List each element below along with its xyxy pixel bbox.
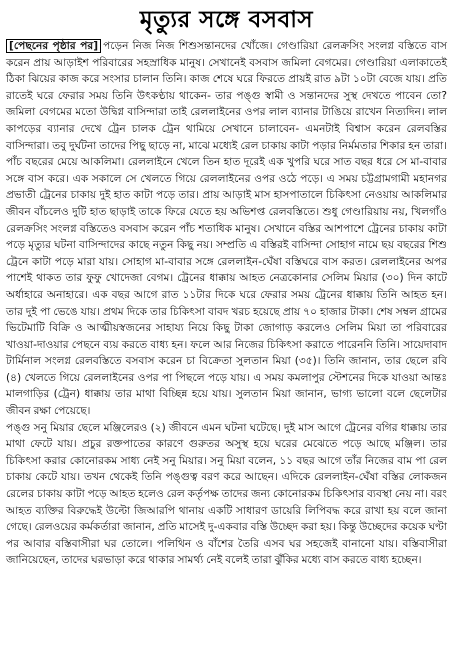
article-paragraph-2: পঙ্গু সনু মিয়ার ছেলে মঞ্জিলেরও (২) জীবনে এমন ঘটনা ঘটেছে। দুই মাস আগে ট্রেনের বগির ধাক্কায় তার মাথা ফেটে যায়। প্রচুর রক্তপাতের কারণে গুরুতর অসুস্থ হয়ে ঘরের মেঝেতে পড়ে আছে মঞ্জিল। তার চিকিৎসা করার কোনোরকম সাধ্য নেই সনু মিয়ার। সনু মিয়া বলেন, ১১ বছর আগে তাঁর নিজের বাম পা রেল চাকায় কেটে যায়। তখন থেকেই তিনি পঙ্গুত্ব বরণ করে আছেন। এদিকে রেললাইন-ঘেঁষা বস্তির লোকজন রেলের চাকায় কাটা পড়ে আহত হলেও রেল কর্তৃপক্ষ তাদের জন্য কোনোরকম চিকিৎসার ব্যবস্থা নেয় না। বরং আহত ব্যক্তির বিরুদ্ধেই উল্টো জিআরপি থানায় একটি সাধারণ ডায়েরি লিপিবদ্ধ করে রাখা হয় বলে জানা গেছে। রেলওয়ের কর্মকর্তারা জানান, প্রতি মাসেই দু-একবার বস্তি উচ্ছেদ করা হয়। কিন্তু উচ্ছেদের কয়েক ঘণ্টা পর আবার বস্তিবাসীরা ঘর তোলে। পলিথিন ও বাঁশের তৈরি এসব ঘর সহজেই বানানো যায়। বস্তিবাসীরা জানিয়েছেন, তাদের ঘরভাড়া করে থাকার সামর্থ্য নেই বলেই তারা ঝুঁকির মধ্যে বাস করতে বাধ্য হচ্ছেন। — [6, 421, 447, 567]
article-paragraph-1: পড়েন নিজ নিজ শিশুসন্তানদের খোঁজে। গেণ্ডারিয়া রেলক্রসিং সংলগ্ন বস্তিতে বাস করেন প্রায় আড়াইশ পরিবারের সহস্রাধিক মানুষ। সেখানেই বসবাস জমিলা বেগমের। গেণ্ডারিয়া এলাকাতেই ঠিকা ঝিয়ের কাজ করে সংসার চালান তিনি। কাজ শেষে ঘরে ফিরতে প্রায়ই রাত ৯টা ১০টা বেজে যায়। প্রতি রাতেই ঘরে ফেরার সময় তিনি উৎকণ্ঠায় থাকেন- তার পঙ্গু স্বামী ও সন্তানদের সুস্থ দেখতে পাবেন তো? জমিলা বেগমের মতো উদ্বিগ্ন বাসিন্দারা তাই রেললাইনের ওপর লাল ব্যানার টাঙিয়ে রাখেন নিত্যদিন। লাল কাপড়ের ব্যানার দেখে ট্রেন চালক ট্রেন থামিয়ে সেখানে চালাবেন- এমনটাই বিশ্বাস করেন রেলবস্তির বাসিন্দারা। তবু দুর্ঘটনা তাদের পিছু ছাড়ে না, মাঝে মধ্যেই রেল চাকায় কাটা পড়ার নির্মমতার শিকার হন তারা। পাঁচ বছরের মেয়ে আকলিমা। রেললাইনে খেলে তিন হাত দূরেই এক খুপরি ঘরে সাত বছর ধরে সে মা-বাবার সঙ্গে বাস করে। এক সকালে সে খেলতে গিয়ে রেললাইনের ওপর ওঠে পড়ে। এ সময় চট্টগ্রামগামী মহানগর প্রভাতী ট্রেনের চাকায় দুই হাত কাটা পড়ে তার। প্রায় আড়াই মাস হাসপাতালে চিকিৎসা নেওয়ায় আকলিমার জীবন বাঁচলেও দুটি হাত ছাড়াই তাকে ফিরে যেতে হয় অভিশপ্ত রেলবস্তিতে। শুধু গেণ্ডারিয়ায় নয়, খিলগাঁও রেলক্রসিং সংলগ্ন বস্তিতেও বসবাস করেন পাঁচ শতাধিক মানুষ। সেখানে বস্তির আশপাশে ট্রেনের চাকায় কাটা পড়ে মৃত্যুর ঘটনা বাসিন্দাদের কাছে নতুন কিছু নয়। সম্প্রতি এ বস্তিরই বাসিন্দা সোহাগ নামে ছয় বছরের শিশু ট্রেনে কাটা পড়ে মারা যায়। সোহাগ মা-বাবার সঙ্গে রেললাইন-ঘেঁষা বস্তিঘরে বাস করত। রেললাইনের অপর পাশেই থাকত তার ফুফু খোদেজা বেগম। ট্রেনের ধাক্কায় আহত নেত্রকোনার সেলিম মিয়ার (৩০) দিন কাটে অর্ধাহারে অনাহারে। এক বছর আগে রাত ১১টার দিকে ঘরে ফেরার সময় ট্রেনের ধাক্কায় তিনি আহত হন। তার দুই পা ভেঙে যায়। প্রথম দিকে তার চিকিৎসা বাবদ খরচ হয়েছে প্রায় ৭০ হাজার টাকা। শেষ সম্বল গ্রামের ভিটেমাটি বিক্রি ও আত্মীয়স্বজনের সাহায্য নিয়ে কিছু টাকা জোগাড় করলেও সেলিম মিয়া তা পরিবারের খাওয়া-দাওয়ার পেছনে ব্যয় করতে বাধ্য হন। ফলে আর নিজের চিকিৎসা করাতে পারেননি তিনি। সায়েদাবাদ টার্মিনাল সংলগ্ন রেলবস্তিতে বসবাস করেন চা বিক্রেতা সুলতান মিয়া (৩৫)। তিনি জানান, তার ছেলে রবি (৪) খেলতে গিয়ে রেললাইনের ওপর পা পিছলে পড়ে যায়। এ সময় কমলাপুর স্টেশনের দিকে যাওয়া আন্তঃ মালগাড়ির (ট্রেন) ধাক্কায় তার মাথা বিচ্ছিন্ন হয়ে যায়। সুলতান মিয়া জানান, ভাগ্য ভালো বলে ছেলেটার জীবন রক্ষা পেয়েছে। — [6, 40, 448, 418]
article-body — [6, 38, 447, 569]
article-headline: মৃত্যুর সঙ্গে বসবাস — [139, 7, 314, 33]
headline-container — [6, 6, 447, 36]
continued-from-label: [পেছনের পৃষ্ঠার পর] — [6, 39, 101, 53]
